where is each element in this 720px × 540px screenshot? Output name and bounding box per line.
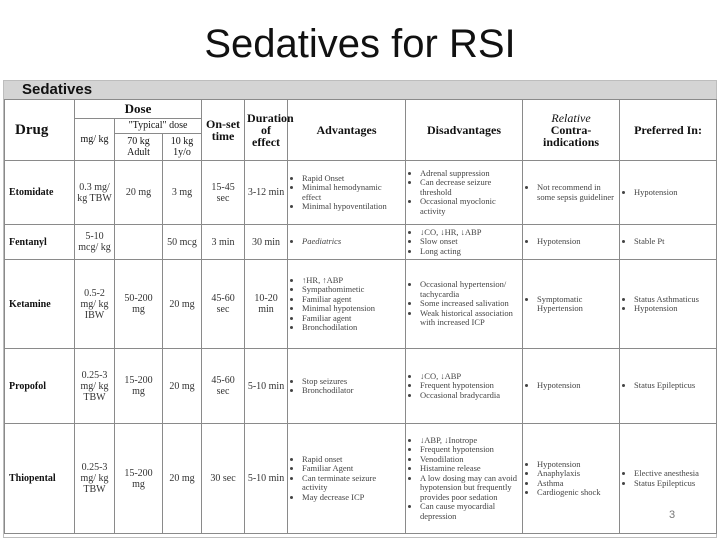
- list-item: • ↓CO, ↓ABP: [420, 372, 519, 382]
- list-item: • Minimal hemodynamic effect: [302, 183, 402, 202]
- row-drug: Etomidate: [5, 161, 75, 225]
- list-item: • Bronchodilator: [302, 386, 402, 396]
- slide-title: Sedatives for RSI: [204, 22, 516, 66]
- list-item: • Cardiogenic shock: [537, 488, 616, 498]
- list-item: • Frequent hypotension: [420, 445, 519, 455]
- row-mgkg: 0.5-2 mg/ kg IBW: [75, 260, 115, 349]
- row-drug: Fentanyl: [5, 225, 75, 260]
- row-mgkg: 0.25-3 mg/ kg TBW: [75, 349, 115, 424]
- list-item: • Occasional hypertension/ tachycardia: [420, 280, 519, 299]
- row-child: 20 mg: [163, 349, 202, 424]
- list-item: • Histamine release: [420, 464, 519, 474]
- row-onset: 15-45 sec: [202, 161, 245, 225]
- row-disadvantages: [406, 161, 523, 225]
- row-drug: Propofol: [5, 349, 75, 424]
- list-item: • ↑HR, ↑ABP: [302, 276, 402, 286]
- list-item: • Weak historical association with increased ICP: [420, 309, 519, 328]
- row-duration: 10-20 min: [245, 260, 288, 349]
- list-item: • Long acting: [420, 247, 519, 257]
- row-mgkg: 5-10 mcg/ kg: [75, 225, 115, 260]
- list-item: • Hypotension: [537, 237, 616, 247]
- list-item: • Status Epilepticus: [634, 479, 713, 489]
- row-advantages: [288, 424, 406, 534]
- list-item: • Familiar Agent: [302, 464, 402, 474]
- header-duration: Duration of effect: [245, 100, 288, 161]
- list-item: • Occasional myoclonic activity: [420, 197, 519, 216]
- header-relative: Relative: [551, 111, 591, 125]
- row-advantages: [288, 161, 406, 225]
- table-row: [5, 161, 717, 225]
- header-disadvantages: Disadvantages: [406, 100, 523, 161]
- row-drug: Ketamine: [5, 260, 75, 349]
- row-disadvantages: [406, 225, 523, 260]
- table-row: [5, 225, 717, 260]
- row-child: 3 mg: [163, 161, 202, 225]
- list-item: • Rapid Onset: [302, 174, 402, 184]
- list-item: • Stop seizures: [302, 377, 402, 387]
- list-item: • Can cause myocardial depression: [420, 502, 519, 521]
- list-item: • Familiar agent: [302, 295, 402, 305]
- table-row: [5, 260, 717, 349]
- row-onset: 45-60 sec: [202, 349, 245, 424]
- list-item: • ↓ABP, ↓Inotrope: [420, 436, 519, 446]
- row-contraindications: [523, 225, 620, 260]
- row-duration: 3-12 min: [245, 161, 288, 225]
- row-preferred: [620, 349, 717, 424]
- list-item: • Bronchodilation: [302, 323, 402, 333]
- row-contraindications: [523, 260, 620, 349]
- list-item: • Some increased salivation: [420, 299, 519, 309]
- list-item: • Status Asthmaticus: [634, 295, 713, 305]
- header-preferred: Preferred In:: [620, 100, 717, 161]
- header-advantages: Advantages: [288, 100, 406, 161]
- row-advantages: [288, 349, 406, 424]
- table-row: [5, 424, 717, 534]
- list-item: • Occasional bradycardia: [420, 391, 519, 401]
- list-item: • Venodilation: [420, 455, 519, 465]
- list-item: • Not recommend in some sepsis guideliner: [537, 183, 616, 202]
- row-adult: [115, 225, 163, 260]
- list-item: • Hypotension: [537, 460, 616, 470]
- list-item: • Hypotension: [634, 304, 713, 314]
- list-item: • Rapid onset: [302, 455, 402, 465]
- list-item: • Frequent hypotension: [420, 381, 519, 391]
- sedatives-table: [4, 99, 717, 534]
- row-duration: 5-10 min: [245, 349, 288, 424]
- row-disadvantages: [406, 424, 523, 534]
- row-preferred: [620, 161, 717, 225]
- row-preferred: [620, 260, 717, 349]
- list-item: • Familiar agent: [302, 314, 402, 324]
- list-item: • Anaphylaxis: [537, 469, 616, 479]
- header-contra: Contra-indications: [543, 123, 600, 149]
- list-item: • Adrenal suppression: [420, 169, 519, 179]
- list-item: • May decrease ICP: [302, 493, 402, 503]
- row-child: 20 mg: [163, 260, 202, 349]
- list-item: • Sympathomimetic: [302, 285, 402, 295]
- row-contraindications: [523, 424, 620, 534]
- list-item: • ↓CO, ↓HR, ↓ABP: [420, 228, 519, 238]
- list-item: • Stable Pt: [634, 237, 713, 247]
- row-contraindications: [523, 161, 620, 225]
- list-item: • Hypotension: [634, 188, 713, 198]
- row-duration: 5-10 min: [245, 424, 288, 534]
- header-onset: On-set time: [202, 100, 245, 161]
- row-mgkg: 0.25-3 mg/ kg TBW: [75, 424, 115, 534]
- header-drug: Drug: [5, 100, 75, 161]
- list-item: • Elective anesthesia: [634, 469, 713, 479]
- row-advantages: [288, 260, 406, 349]
- list-item: • Hypotension: [537, 381, 616, 391]
- row-advantages: [288, 225, 406, 260]
- row-adult: 20 mg: [115, 161, 163, 225]
- row-adult: 50-200 mg: [115, 260, 163, 349]
- row-mgkg: 0.3 mg/ kg TBW: [75, 161, 115, 225]
- list-item: • Can decrease seizure threshold: [420, 178, 519, 197]
- table-row: [5, 349, 717, 424]
- header-dose: Dose: [75, 100, 202, 119]
- header-contraindications: [523, 100, 620, 161]
- row-onset: 45-60 sec: [202, 260, 245, 349]
- row-preferred: [620, 225, 717, 260]
- list-item: • A low dosing may can avoid hypotension but frequently provides poor sedation: [420, 474, 519, 503]
- list-item: • Symptomatic Hypertension: [537, 295, 616, 314]
- row-onset: 3 min: [202, 225, 245, 260]
- list-item: • Minimal hypotension: [302, 304, 402, 314]
- row-child: 20 mg: [163, 424, 202, 534]
- row-adult: 15-200 mg: [115, 424, 163, 534]
- list-item: • Slow onset: [420, 237, 519, 247]
- list-item: • Minimal hypoventilation: [302, 202, 402, 212]
- list-item: • Asthma: [537, 479, 616, 489]
- header-adult: 70 kg Adult: [115, 134, 163, 161]
- list-item: • Status Epilepticus: [634, 381, 713, 391]
- list-item: • Paediatrics: [302, 237, 402, 247]
- header-mgkg: mg/ kg: [75, 119, 115, 161]
- page-number: 3: [669, 509, 676, 521]
- section-header: Sedatives: [4, 81, 716, 99]
- row-disadvantages: [406, 260, 523, 349]
- row-contraindications: [523, 349, 620, 424]
- row-child: 50 mcg: [163, 225, 202, 260]
- row-adult: 15-200 mg: [115, 349, 163, 424]
- header-child: 10 kg 1y/o: [163, 134, 202, 161]
- row-duration: 30 min: [245, 225, 288, 260]
- header-typical: "Typical" dose: [115, 119, 202, 134]
- row-drug: Thiopental: [5, 424, 75, 534]
- row-disadvantages: [406, 349, 523, 424]
- list-item: • Can terminate seizure activity: [302, 474, 402, 493]
- row-onset: 30 sec: [202, 424, 245, 534]
